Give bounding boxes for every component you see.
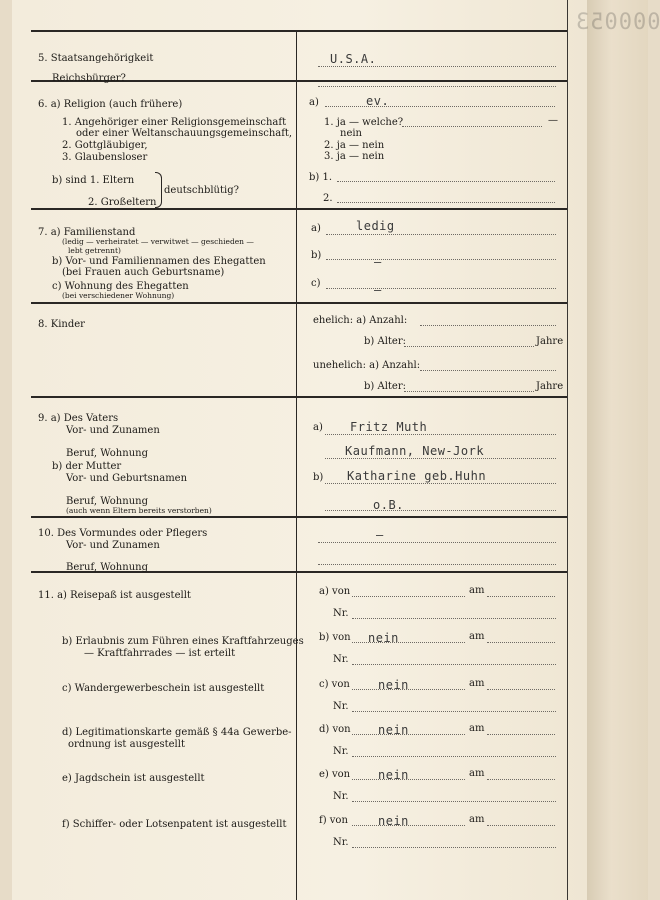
rule-8 — [31, 396, 567, 398]
s11-row-nr-line — [352, 711, 556, 712]
s8-unehelich-unit: Jahre — [536, 381, 564, 392]
s6-b-line-b — [337, 202, 555, 203]
s9-line-1: Vor- und Zunamen — [66, 425, 160, 436]
s6-option-1-line — [402, 126, 542, 127]
s7-a-label: a) — [311, 223, 321, 234]
s10-value: – — [376, 528, 384, 542]
s11-row-label: e) von — [319, 769, 351, 780]
s8-unehelich-age-line — [404, 391, 534, 392]
s6-b-label-2: 2. — [323, 193, 333, 204]
s6-a-line — [325, 106, 555, 107]
document-number: 000053 — [575, 10, 660, 35]
s11-d-text: d) Legitimationskarte gemäß § 44a Gewerbe- — [62, 727, 292, 738]
s11-row-nr-line — [352, 664, 556, 665]
s5-line-2 — [318, 86, 556, 87]
s11-row-value: nein — [378, 768, 409, 782]
s11-row-am-line — [487, 642, 555, 643]
s11-row-am: am — [469, 678, 485, 689]
s11-a-text: 11. a) Reisepaß ist ausgestellt — [38, 590, 191, 601]
s7-note: (ledig — verheiratet — verwitwet — geschieden — — [62, 237, 254, 246]
s11-row-value: nein — [368, 631, 399, 645]
s10-line-a — [318, 542, 556, 543]
s9-a-line — [325, 434, 556, 435]
s7-b-text-2: (bei Frauen auch Geburtsname) — [62, 267, 225, 278]
s11-row-am-line — [487, 825, 555, 826]
s9-heading: 9. a) Des Vaters — [38, 413, 119, 424]
s11-row-am: am — [469, 631, 485, 642]
column-divider — [296, 30, 297, 572]
s9-line-4: Vor- und Geburtsnamen — [66, 473, 188, 484]
s11-row-am-line — [487, 779, 555, 780]
rule-top — [31, 30, 567, 32]
s8-heading: 8. Kinder — [38, 319, 85, 330]
s11-row-nr: Nr. — [333, 837, 349, 848]
s5-answer: U.S.A. — [330, 52, 377, 66]
s11-row-am: am — [469, 814, 485, 825]
s11-row-am-line — [487, 596, 555, 597]
rule-7 — [31, 302, 567, 304]
s10-heading: 10. Des Vormundes oder Pflegers — [38, 528, 208, 539]
s6-line-3: 3. Glaubensloser — [62, 152, 148, 163]
s11-row-label: f) von — [319, 815, 348, 826]
s6-b-label: b) 1. — [309, 172, 333, 183]
s7-c-value: – — [374, 283, 382, 297]
s5-line — [318, 66, 556, 67]
s11-b-text-2: — Kraftfahrrades — ist erteilt — [84, 648, 236, 659]
s11-c-text: c) Wandergewerbeschein ist ausgestellt — [62, 683, 265, 694]
s8-ehelich-count: ehelich: a) Anzahl: — [313, 315, 408, 326]
s11-row-am: am — [469, 768, 485, 779]
s6-option-2: 2. ja — nein — [324, 140, 385, 151]
s6-brace — [155, 172, 162, 208]
s5-question: 5. Staatsangehörigkeit — [38, 53, 154, 64]
s11-row-value: nein — [378, 723, 409, 737]
s7-b-value: – — [374, 255, 382, 269]
page-edge — [587, 0, 648, 900]
s7-b-text: b) Vor- und Familiennamen des Ehegatten — [52, 256, 266, 267]
s6-b-line-a — [337, 181, 555, 182]
s11-row-nr-line — [352, 801, 556, 802]
s6-line-1: 1. Angehöriger einer Religionsgemeinschaft — [62, 117, 287, 128]
s9-b-line — [325, 483, 556, 484]
s11-row-nr-line — [352, 618, 556, 619]
s7-a-value: ledig — [356, 219, 395, 233]
s6-line-2: 2. Gottgläubiger, — [62, 140, 148, 151]
s9-a-value: Fritz Muth — [350, 420, 428, 434]
s6-b-line-2: 2. Großeltern — [88, 197, 157, 208]
s6-heading: 6. a) Religion (auch frühere) — [38, 99, 183, 110]
s7-c-label: c) — [311, 278, 321, 289]
s11-row-label: c) von — [319, 679, 350, 690]
s9-a-label: a) — [313, 422, 323, 433]
s7-note-2: lebt getrennt) — [68, 246, 121, 255]
s11-row-line — [352, 596, 465, 597]
s9-b-label: b) — [313, 472, 324, 483]
s11-e-text: e) Jagdschein ist ausgestellt — [62, 773, 205, 784]
s11-row-nr-line — [352, 847, 556, 848]
s11-row-am-line — [487, 734, 555, 735]
s6-option-1: 1. ja — welche? — [324, 117, 404, 128]
s9-a-line-2 — [325, 458, 556, 459]
s8-ehelich-unit: Jahre — [536, 336, 564, 347]
rule-6 — [31, 208, 567, 210]
s6-option-3: 3. ja — nein — [324, 151, 385, 162]
s6-a-label: a) — [309, 97, 319, 108]
s11-row-am: am — [469, 585, 485, 596]
s11-row-value: nein — [378, 678, 409, 692]
s11-row-am: am — [469, 723, 485, 734]
s11-row-nr: Nr. — [333, 608, 349, 619]
s6-a-value: ev. — [366, 94, 390, 108]
s9-a-value-2: Kaufmann, New-Jork — [345, 444, 485, 458]
s10-line-1: Vor- und Zunamen — [66, 540, 160, 551]
s7-heading: 7. a) Familienstand — [38, 227, 136, 238]
s9-line-6: (auch wenn Eltern bereits verstorben) — [66, 506, 212, 515]
s8-ehelich-count-line — [420, 325, 556, 326]
s9-line-3: b) der Mutter — [52, 461, 122, 472]
s6-brace-text: deutschblütig? — [164, 185, 239, 196]
s6-option-1-mark: — — [548, 115, 558, 126]
s11-row-nr: Nr. — [333, 791, 349, 802]
s11-row-label: b) von — [319, 632, 351, 643]
column-divider-lower — [296, 571, 297, 900]
s9-b-line-2 — [325, 510, 556, 511]
right-border — [567, 0, 568, 900]
s11-row-nr: Nr. — [333, 701, 349, 712]
s6-option-1b: nein — [340, 128, 362, 139]
s9-b-value: Katharine geb.Huhn — [347, 469, 487, 483]
s8-unehelich-count-line — [420, 370, 556, 371]
rule-9 — [31, 516, 567, 518]
s7-b-label: b) — [311, 250, 322, 261]
s11-row-label: d) von — [319, 724, 351, 735]
s11-row-am-line — [487, 689, 555, 690]
s7-c-text-2: (bei verschiedener Wohnung) — [62, 291, 175, 300]
s8-ehelich-age: b) Alter: — [364, 336, 406, 347]
s11-f-text: f) Schiffer- oder Lotsenpatent ist ausgestellt — [62, 819, 287, 830]
s7-c-line — [326, 288, 556, 289]
s11-row-label: a) von — [319, 586, 351, 597]
s11-d-text-2: ordnung ist ausgestellt — [68, 739, 185, 750]
s8-ehelich-age-line — [404, 346, 534, 347]
s6-line-1b: oder einer Weltanschauungsgemeinschaft, — [76, 128, 293, 139]
s11-row-nr: Nr. — [333, 746, 349, 757]
s8-unehelich-age: b) Alter: — [364, 381, 406, 392]
s7-c-text: c) Wohnung des Ehegatten — [52, 281, 189, 292]
s11-row-nr: Nr. — [333, 654, 349, 665]
s5-question-2: Reichsbürger? — [52, 73, 126, 84]
s9-b-value-2: o.B. — [373, 498, 404, 512]
s7-b-line — [326, 259, 556, 260]
s9-line-2: Beruf, Wohnung — [66, 448, 148, 459]
s11-row-nr-line — [352, 756, 556, 757]
s8-unehelich-count: unehelich: a) Anzahl: — [313, 360, 421, 371]
s7-a-line — [326, 234, 556, 235]
s10-line-2: Beruf, Wohnung — [66, 562, 148, 573]
s6-b-line-1: b) sind 1. Eltern — [52, 175, 135, 186]
s11-b-text: b) Erlaubnis zum Führen eines Kraftfahrzeuges — [62, 636, 304, 647]
s10-line-b — [318, 564, 556, 565]
s11-row-value: nein — [378, 814, 409, 828]
s9-line-5: Beruf, Wohnung — [66, 496, 148, 507]
